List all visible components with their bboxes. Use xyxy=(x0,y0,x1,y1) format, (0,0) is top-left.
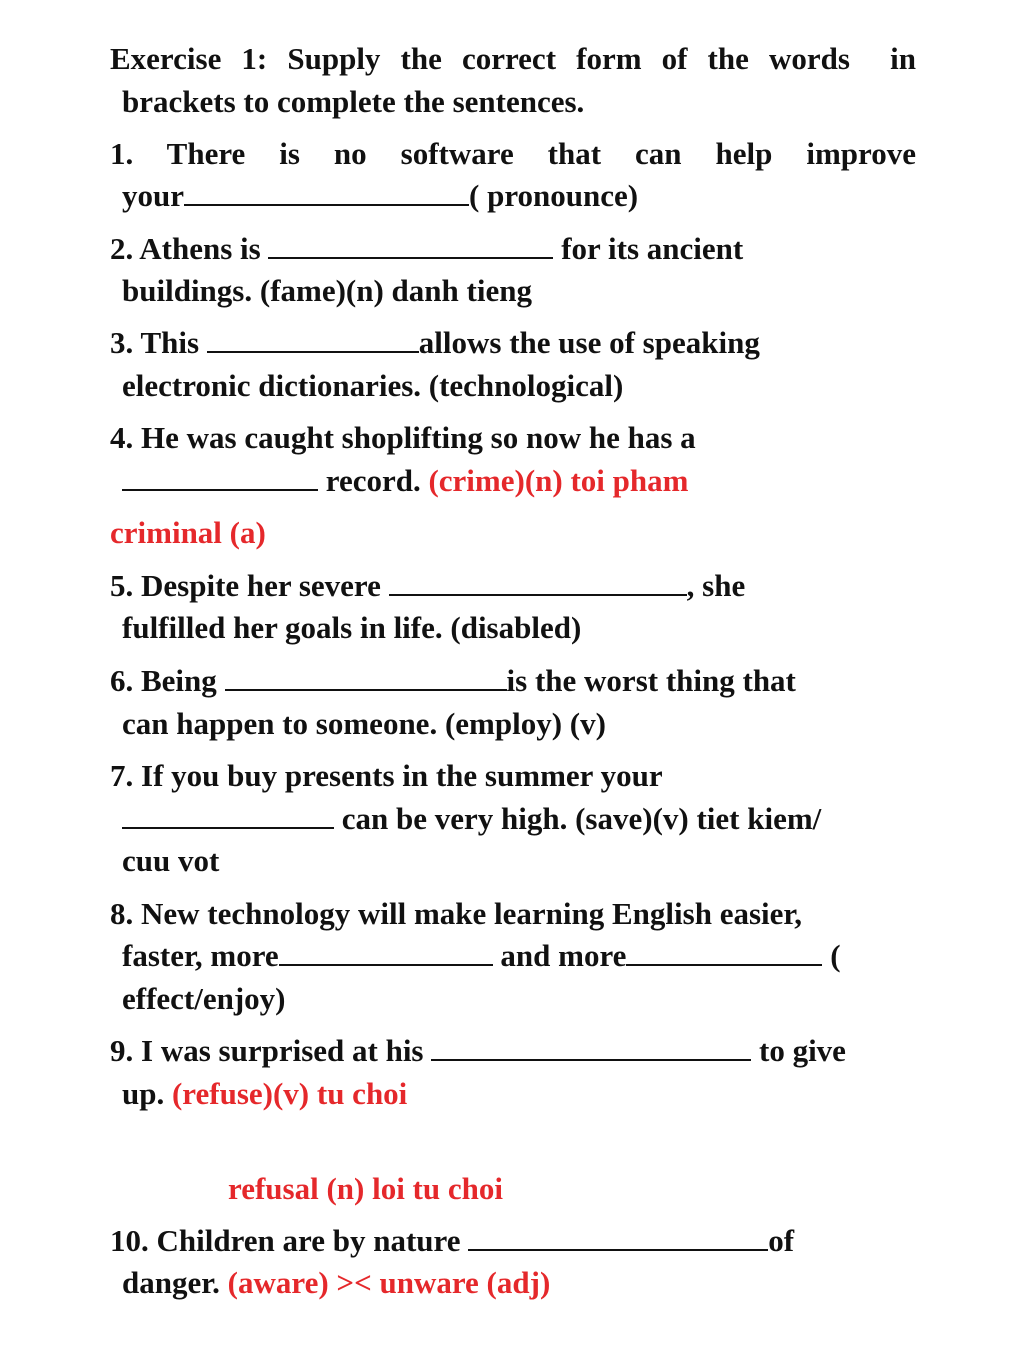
item-8-text-b: and more xyxy=(492,938,627,973)
item-8-text-a: faster, more xyxy=(122,938,279,973)
item-9-text-a2: up. xyxy=(122,1076,172,1111)
item-1-text-a: your xyxy=(122,178,184,213)
item-10-blank[interactable] xyxy=(468,1221,768,1251)
item-8-line-1: 8. New technology will make learning English easier, xyxy=(110,896,803,931)
item-4-red-note: criminal (a) xyxy=(110,515,266,550)
item-8-text-c: ( xyxy=(822,938,841,973)
item-6-text-a: 6. Being xyxy=(110,663,225,698)
item-7-blank[interactable] xyxy=(122,799,334,829)
item-3-line-1 xyxy=(110,322,760,364)
item-10-text-b: of xyxy=(768,1223,795,1258)
item-2-text-b: for its ancient xyxy=(553,231,744,266)
item-5-text-b: , she xyxy=(686,568,746,603)
item-4-line-2 xyxy=(122,460,688,502)
item-1-line-1: 1. There is no software that can help improve xyxy=(110,136,916,171)
item-10-line-1 xyxy=(110,1220,794,1262)
item-9-line-1 xyxy=(110,1030,846,1072)
exercise-title-line-2: brackets to complete the sentences. xyxy=(122,84,585,119)
item-2-blank[interactable] xyxy=(268,229,553,259)
item-1-blank[interactable] xyxy=(184,176,469,206)
item-10-line-2 xyxy=(122,1262,550,1304)
item-3-text-b: allows the use of speaking xyxy=(418,325,760,360)
item-8-blank-1[interactable] xyxy=(279,936,493,966)
item-3-text-a: 3. This xyxy=(110,325,207,360)
item-6-line-1 xyxy=(110,660,796,702)
item-1-line-2 xyxy=(122,175,638,217)
item-9-red-note: refusal (n) loi tu choi xyxy=(228,1171,503,1206)
item-5-line-1 xyxy=(110,565,745,607)
item-2-text-a: 2. Athens is xyxy=(110,231,269,266)
item-3-line-2: electronic dictionaries. (technological) xyxy=(122,368,624,403)
item-5-blank[interactable] xyxy=(389,566,687,596)
item-8-line-3: effect/enjoy) xyxy=(122,981,286,1016)
item-5-line-2: fulfilled her goals in life. (disabled) xyxy=(122,610,582,645)
item-9-red-hint: (refuse)(v) tu choi xyxy=(171,1076,408,1111)
item-10-red-hint: (aware) >< unware (adj) xyxy=(227,1265,551,1300)
item-7-line-3: cuu vot xyxy=(122,843,220,878)
item-2-line-2: buildings. (fame)(n) danh tieng xyxy=(122,273,532,308)
item-7-line-1: 7. If you buy presents in the summer your xyxy=(110,758,663,793)
item-4-line-1: 4. He was caught shoplifting so now he has a xyxy=(110,420,696,455)
item-8-blank-2[interactable] xyxy=(626,936,822,966)
item-9-text-b: to give xyxy=(751,1033,846,1068)
item-2-line-1 xyxy=(110,228,743,270)
item-6-line-2: can happen to someone. (employ) (v) xyxy=(122,706,606,741)
item-3-blank[interactable] xyxy=(207,323,419,353)
item-1-text-b: ( pronounce) xyxy=(469,178,639,213)
item-9-line-2 xyxy=(122,1073,407,1115)
item-8-line-2 xyxy=(122,935,841,977)
item-4-blank[interactable] xyxy=(122,461,318,491)
item-9-blank[interactable] xyxy=(431,1031,751,1061)
item-7-line-2 xyxy=(122,798,821,840)
item-6-text-b: is the worst thing that xyxy=(506,663,796,698)
item-9-text-a: 9. I was surprised at his xyxy=(110,1033,432,1068)
item-10-text-a: 10. Children are by nature xyxy=(110,1223,469,1258)
item-6-blank[interactable] xyxy=(225,661,507,691)
exercise-title-line-1: Exercise 1: Supply the correct form of the words in xyxy=(110,41,916,76)
item-10-text-a2: danger. xyxy=(122,1265,228,1300)
item-4-red-hint: (crime)(n) toi pham xyxy=(428,463,689,498)
item-5-text-a: 5. Despite her severe xyxy=(110,568,389,603)
item-4-text-b: record. xyxy=(318,463,429,498)
item-7-text-b: can be very high. (save)(v) tiet kiem/ xyxy=(334,801,822,836)
